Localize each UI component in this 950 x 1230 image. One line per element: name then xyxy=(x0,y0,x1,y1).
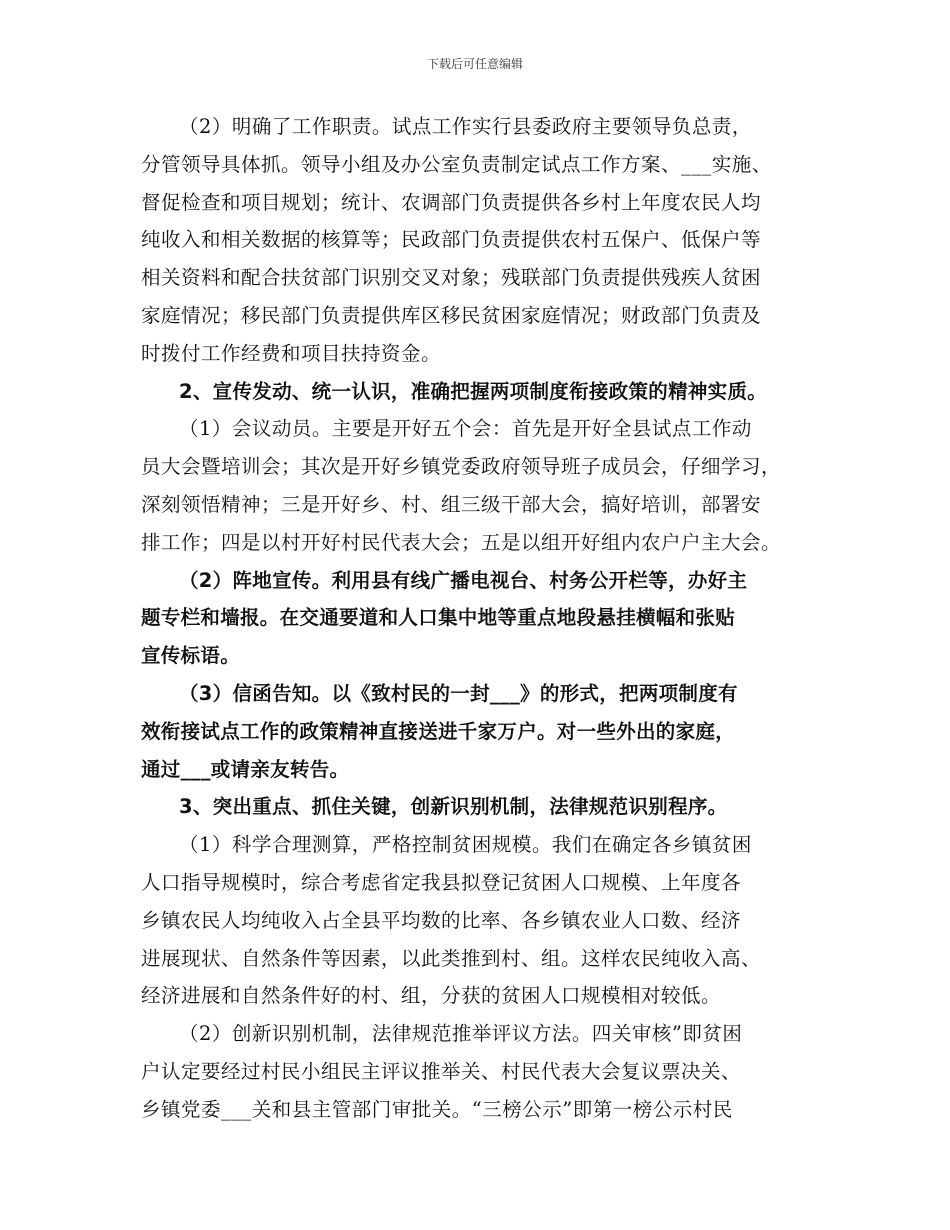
text-line: （2）明确了工作职责。试点工作实行县委政府主要领导负总责， xyxy=(179,115,752,138)
text-line: 分管领导具体抓。领导小组及办公室负责制定试点工作方案、___实施、 xyxy=(141,152,772,176)
text-line: 排工作；四是以村开好村民代表大会；五是以组开好组内农户户主大会。 xyxy=(141,530,782,554)
text-line: 员大会暨培训会；其次是开好乡镇党委政府领导班子成员会，仔细学习， xyxy=(141,455,782,479)
paragraph-letter-notice xyxy=(141,675,811,788)
text-line: 相关资料和配合扶贫部门识别交叉对象；残联部门负责提供残疾人贫困 xyxy=(141,266,762,290)
paragraph-meeting-mobilization xyxy=(141,410,811,561)
text-line: 人口指导规模时，综合考虑省定我县拟登记贫困人口规模、上年度各 xyxy=(141,870,742,894)
page-header: 下载后可任意编辑 xyxy=(426,57,523,71)
text-line: 时拨付工作经费和项目扶持资金。 xyxy=(141,341,442,365)
text-line: 乡镇党委___关和县主管部门审批关。“三榜公示”即第一榜公示村民 xyxy=(141,1097,733,1121)
text-line: 深刻领悟精神；三是开好乡、村、组三级干部大会，搞好培训，部署安 xyxy=(141,492,762,516)
text-line: 2、宣传发动、统一认识，准确把握两项制度衔接政策的精神实质。 xyxy=(179,379,768,403)
text-line: 督促检查和项目规划；统计、农调部门负责提供各乡村上年度农民人均 xyxy=(141,190,762,214)
text-line: 效衔接试点工作的政策精神直接送进千家万户。对一些外出的家庭， xyxy=(141,719,736,743)
text-line: 通过___或请亲友转告。 xyxy=(141,757,350,781)
text-line: 进展现状、自然条件等因素，以此类推到村、组。这样农民纯收入高、 xyxy=(141,946,762,970)
paragraph-position-publicity xyxy=(141,562,811,675)
text-line: （3）信函告知。以《致村民的一封___》的形式，把两项制度有 xyxy=(179,681,738,705)
text-line: 3、突出重点、抓住关键，创新识别机制，法律规范识别程序。 xyxy=(179,795,728,819)
paragraph-scientific-calculation xyxy=(141,826,811,1015)
section-heading-2 xyxy=(141,373,811,411)
document-body xyxy=(141,108,811,1129)
text-line: 经济进展和自然条件好的村、组，分获的贫困人口规模相对较低。 xyxy=(141,984,722,1008)
text-line: 户认定要经过村民小组民主评议推举关、村民代表大会复议票决关、 xyxy=(141,1059,742,1083)
section-heading-3 xyxy=(141,788,811,826)
text-line: 题专栏和墙报。在交通要道和人口集中地等重点地段悬挂横幅和张贴 xyxy=(141,606,736,630)
paragraph-work-duties xyxy=(141,108,811,373)
text-line: 乡镇农民人均纯收入占全县平均数的比率、各乡镇农业人口数、经济 xyxy=(141,908,742,932)
text-line: （2）阵地宣传。利用县有线广播电视台、村务公开栏等，办好主 xyxy=(179,568,748,592)
text-line: （1）会议动员。主要是开好五个会：首先是开好全县试点工作动 xyxy=(179,417,752,441)
text-line: 纯收入和相关数据的核算等；民政部门负责提供农村五保户、低保户等 xyxy=(141,228,762,252)
paragraph-identification-mechanism xyxy=(141,1015,811,1128)
text-line: 家庭情况；移民部门负责提供库区移民贫困家庭情况；财政部门负责及 xyxy=(141,303,762,327)
text-line: （2）创新识别机制，法律规范推举评议方法。四关审核”即贫困 xyxy=(179,1022,743,1046)
text-line: 宣传标语。 xyxy=(141,644,241,668)
text-line: （1）科学合理测算，严格控制贫困规模。我们在确定各乡镇贫困 xyxy=(179,833,752,857)
